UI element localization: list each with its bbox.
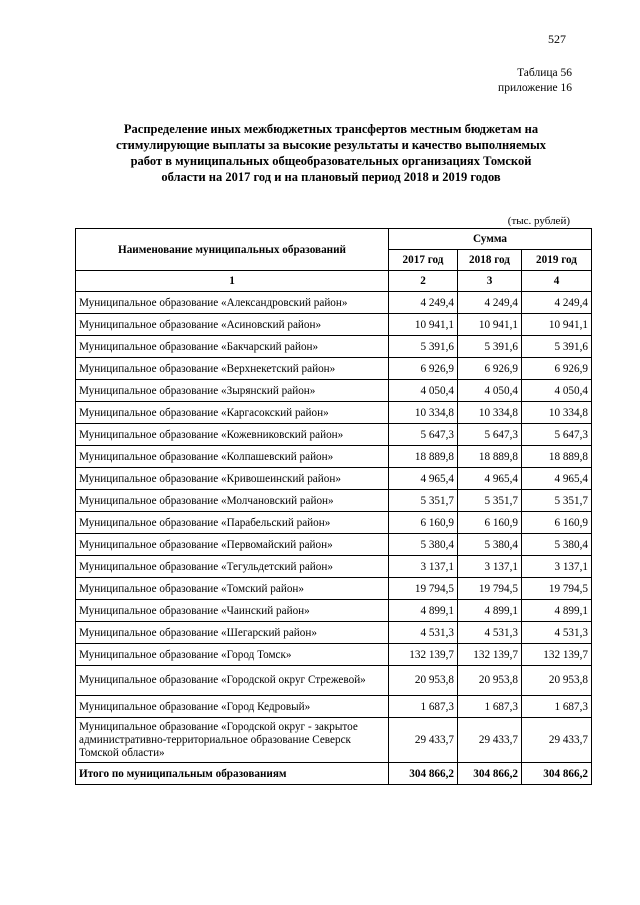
municipality-name: Муниципальное образование «Город Томск» [76, 644, 389, 666]
amount-2017: 6 160,9 [389, 512, 458, 534]
amount-2019: 10 941,1 [522, 314, 592, 336]
municipality-name: Муниципальное образование «Томский район» [76, 578, 389, 600]
municipality-name: Муниципальное образование «Верхнекетский район» [76, 358, 389, 380]
amount-2019: 4 050,4 [522, 380, 592, 402]
amount-2017: 10 334,8 [389, 402, 458, 424]
column-index: 2 [389, 271, 458, 292]
header-year-2017: 2017 год [389, 250, 458, 271]
municipality-name: Муниципальное образование «Тегульдетский район» [76, 556, 389, 578]
amount-2018: 1 687,3 [458, 696, 522, 718]
amount-2018: 5 380,4 [458, 534, 522, 556]
municipality-name: Муниципальное образование «Чаинский район» [76, 600, 389, 622]
table-row [76, 644, 592, 666]
amount-2017: 3 137,1 [389, 556, 458, 578]
table-row [76, 314, 592, 336]
amount-2018: 4 249,4 [458, 292, 522, 314]
amount-2017: 5 647,3 [389, 424, 458, 446]
total-2018: 304 866,2 [458, 763, 522, 785]
amount-2017: 1 687,3 [389, 696, 458, 718]
amount-2019: 10 334,8 [522, 402, 592, 424]
municipality-name: Муниципальное образование «Городской округ - закрытое административно-территориальное образование Северск Томской области» [76, 718, 389, 763]
municipality-name: Муниципальное образование «Александровский район» [76, 292, 389, 314]
amount-2019: 5 647,3 [522, 424, 592, 446]
amount-2017: 4 965,4 [389, 468, 458, 490]
amount-2017: 5 380,4 [389, 534, 458, 556]
amount-2018: 5 391,6 [458, 336, 522, 358]
amount-2019: 29 433,7 [522, 718, 592, 763]
document-title [70, 121, 592, 185]
table-row [76, 490, 592, 512]
amount-2019: 4 249,4 [522, 292, 592, 314]
municipality-name: Муниципальное образование «Кожевниковский район» [76, 424, 389, 446]
amount-2018: 4 050,4 [458, 380, 522, 402]
column-index: 1 [76, 271, 389, 292]
amount-2019: 6 160,9 [522, 512, 592, 534]
amount-2019: 132 139,7 [522, 644, 592, 666]
amount-2017: 18 889,8 [389, 446, 458, 468]
municipality-name: Муниципальное образование «Каргасокский район» [76, 402, 389, 424]
municipality-name: Муниципальное образование «Шегарский район» [76, 622, 389, 644]
municipality-name: Муниципальное образование «Город Кедровый» [76, 696, 389, 718]
amount-2018: 6 926,9 [458, 358, 522, 380]
amount-2018: 4 965,4 [458, 468, 522, 490]
municipality-name: Муниципальное образование «Парабельский район» [76, 512, 389, 534]
table-row [76, 358, 592, 380]
appendix-number: приложение 16 [498, 82, 572, 94]
table-row [76, 402, 592, 424]
amount-2019: 3 137,1 [522, 556, 592, 578]
amount-2019: 5 380,4 [522, 534, 592, 556]
amount-2017: 10 941,1 [389, 314, 458, 336]
total-2017: 304 866,2 [389, 763, 458, 785]
amount-2018: 10 941,1 [458, 314, 522, 336]
table-row [76, 666, 592, 696]
municipality-name: Муниципальное образование «Бакчарский район» [76, 336, 389, 358]
table-row [76, 512, 592, 534]
column-index: 3 [458, 271, 522, 292]
amount-2019: 18 889,8 [522, 446, 592, 468]
amount-2017: 19 794,5 [389, 578, 458, 600]
amount-2018: 3 137,1 [458, 556, 522, 578]
total-2019: 304 866,2 [522, 763, 592, 785]
amount-2018: 29 433,7 [458, 718, 522, 763]
table-row [76, 446, 592, 468]
amount-2019: 4 899,1 [522, 600, 592, 622]
amount-2019: 19 794,5 [522, 578, 592, 600]
municipality-name: Муниципальное образование «Зырянский район» [76, 380, 389, 402]
table-row [76, 600, 592, 622]
municipality-name: Муниципальное образование «Колпашевский район» [76, 446, 389, 468]
amount-2018: 10 334,8 [458, 402, 522, 424]
amount-2019: 1 687,3 [522, 696, 592, 718]
title-line: стимулирующие выплаты за высокие результаты и качество выполняемых [115, 138, 547, 152]
table-number: Таблица 56 [517, 67, 572, 79]
amount-2018: 6 160,9 [458, 512, 522, 534]
amount-2019: 5 351,7 [522, 490, 592, 512]
amount-2019: 4 965,4 [522, 468, 592, 490]
header-year-2019: 2019 год [522, 250, 592, 271]
header-name: Наименование муниципальных образований [76, 229, 389, 271]
total-label: Итого по муниципальным образованиям [76, 763, 389, 785]
header-year-2018: 2018 год [458, 250, 522, 271]
amount-2017: 5 391,6 [389, 336, 458, 358]
amount-2017: 4 531,3 [389, 622, 458, 644]
amount-2017: 20 953,8 [389, 666, 458, 696]
amount-2017: 6 926,9 [389, 358, 458, 380]
municipality-name: Муниципальное образование «Городской округ Стрежевой» [76, 666, 389, 696]
table-row [76, 556, 592, 578]
table-row [76, 292, 592, 314]
table-row [76, 696, 592, 718]
column-index: 4 [522, 271, 592, 292]
amount-2019: 4 531,3 [522, 622, 592, 644]
page-number: 527 [548, 32, 566, 46]
amount-2017: 5 351,7 [389, 490, 458, 512]
total-row [76, 763, 592, 785]
municipality-name: Муниципальное образование «Кривошеинский район» [76, 468, 389, 490]
title-line: области на 2017 год и на плановый период 2018 и 2019 годов [161, 170, 501, 184]
amount-2017: 29 433,7 [389, 718, 458, 763]
amount-2019: 5 391,6 [522, 336, 592, 358]
title-line: работ в муниципальных общеобразовательных организациях Томской [130, 154, 532, 168]
allocation-table [75, 228, 592, 785]
table-row [76, 622, 592, 644]
table-row [76, 578, 592, 600]
municipality-name: Муниципальное образование «Первомайский район» [76, 534, 389, 556]
title-line: Распределение иных межбюджетных трансфертов местным бюджетам на [123, 122, 539, 136]
amount-2018: 20 953,8 [458, 666, 522, 696]
table-row [76, 424, 592, 446]
municipality-name: Муниципальное образование «Молчановский район» [76, 490, 389, 512]
municipality-name: Муниципальное образование «Асиновский район» [76, 314, 389, 336]
table-row [76, 718, 592, 763]
amount-2018: 18 889,8 [458, 446, 522, 468]
amount-2017: 4 249,4 [389, 292, 458, 314]
amount-2019: 20 953,8 [522, 666, 592, 696]
amount-2018: 4 899,1 [458, 600, 522, 622]
amount-2017: 4 050,4 [389, 380, 458, 402]
amount-2018: 5 647,3 [458, 424, 522, 446]
amount-2017: 132 139,7 [389, 644, 458, 666]
amount-2017: 4 899,1 [389, 600, 458, 622]
amount-2018: 4 531,3 [458, 622, 522, 644]
table-row [76, 380, 592, 402]
amount-2018: 5 351,7 [458, 490, 522, 512]
units-label: (тыс. рублей) [507, 215, 570, 227]
table-row [76, 468, 592, 490]
amount-2018: 19 794,5 [458, 578, 522, 600]
table-reference [498, 66, 572, 96]
amount-2019: 6 926,9 [522, 358, 592, 380]
table-body [76, 292, 592, 785]
table-row [76, 534, 592, 556]
amount-2018: 132 139,7 [458, 644, 522, 666]
header-sum: Сумма [389, 229, 592, 250]
table-row [76, 336, 592, 358]
